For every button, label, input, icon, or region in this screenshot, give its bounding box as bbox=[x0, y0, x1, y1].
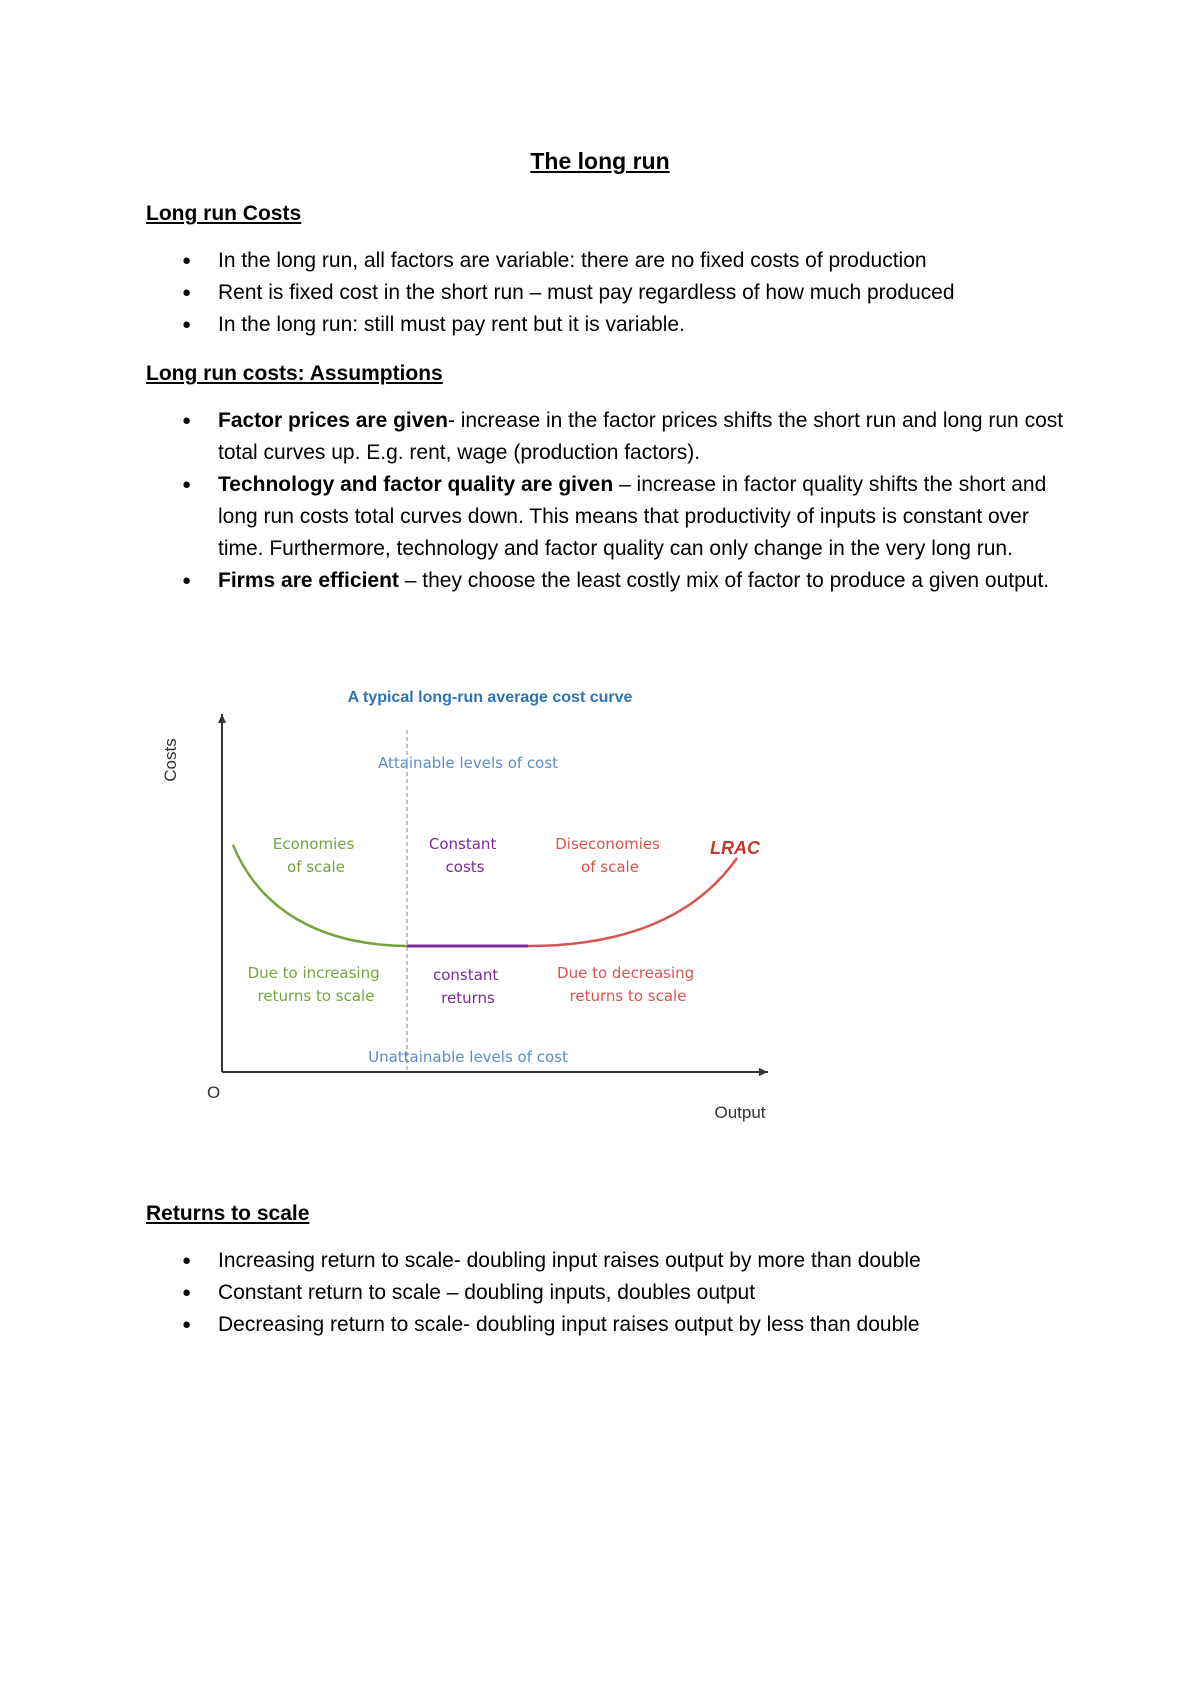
bullet-text: – increase in factor quality shifts the short and long run costs total curves down. This means that productivity of inputs is constant over time. Furthermore, technology and factor quality can only change in the very long run. bbox=[218, 473, 1047, 560]
y-axis-arrow bbox=[218, 714, 226, 723]
x-axis-arrow bbox=[759, 1068, 768, 1076]
list-item bbox=[146, 565, 1066, 597]
list-item bbox=[146, 309, 1066, 341]
list-item bbox=[146, 1309, 1066, 1341]
bullet-text: Decreasing return to scale- doubling input raises output by less than double bbox=[218, 1313, 920, 1336]
list-item bbox=[146, 405, 1066, 469]
bullet-list-assumptions bbox=[146, 405, 1066, 597]
list-item bbox=[146, 1245, 1066, 1277]
bullet-text: – they choose the least costly mix of factor to produce a given output. bbox=[398, 569, 1050, 592]
bullet-lead: Factor prices are given bbox=[218, 409, 448, 432]
bullet-text: - increase in the factor prices shifts the short run and long run cost total curves up. E.g. rent, wage (production factors). bbox=[218, 409, 1064, 464]
bullet-text: In the long run: still must pay rent but it is variable. bbox=[218, 313, 685, 336]
bullet-text: Increasing return to scale- doubling input raises output by more than double bbox=[218, 1249, 921, 1272]
lrac-diagram-svg bbox=[150, 680, 790, 1180]
bullet-list-long-run-costs bbox=[146, 245, 1066, 341]
constant-returns-label: constant returns bbox=[433, 966, 499, 1007]
heading-assumptions: Long run costs: Assumptions bbox=[146, 362, 443, 385]
heading-long-run-costs: Long run Costs bbox=[146, 202, 302, 225]
bullet-list-returns-to-scale bbox=[146, 1245, 1066, 1341]
decreasing-returns-label: Due to decreasing returns to scale bbox=[557, 964, 695, 1005]
bullet-text: Rent is fixed cost in the short run – must pay regardless of how much produced bbox=[218, 281, 955, 304]
origin-label: O bbox=[207, 1083, 221, 1102]
bullet-text: In the long run, all factors are variable: there are no fixed costs of production bbox=[218, 249, 927, 272]
economies-label: Economies of scale bbox=[272, 835, 355, 876]
list-item bbox=[146, 1277, 1066, 1309]
lrac-label: LRAC bbox=[710, 838, 760, 858]
attainable-label: Attainable levels of cost bbox=[377, 754, 559, 772]
list-item bbox=[146, 277, 1066, 309]
unattainable-label: Unattainable levels of cost bbox=[368, 1048, 568, 1066]
bullet-text: Constant return to scale – doubling inputs, doubles output bbox=[218, 1281, 756, 1304]
list-item bbox=[146, 245, 1066, 277]
bullet-lead: Firms are efficient bbox=[218, 569, 399, 592]
lrac-diagram bbox=[150, 680, 790, 1180]
bullet-lead: Technology and factor quality are given bbox=[218, 473, 614, 496]
diseconomies-label: Diseconomies of scale bbox=[555, 835, 660, 876]
list-item bbox=[146, 469, 1066, 565]
x-axis-label: Output bbox=[714, 1103, 766, 1122]
diagram-title: A typical long-run average cost curve bbox=[347, 689, 633, 706]
constant-costs-label: Constant costs bbox=[428, 835, 497, 876]
document-title: The long run bbox=[530, 148, 670, 174]
increasing-returns-label: Due to increasing returns to scale bbox=[247, 964, 380, 1005]
heading-returns-to-scale: Returns to scale bbox=[146, 1202, 310, 1225]
y-axis-label: Costs bbox=[161, 738, 180, 782]
